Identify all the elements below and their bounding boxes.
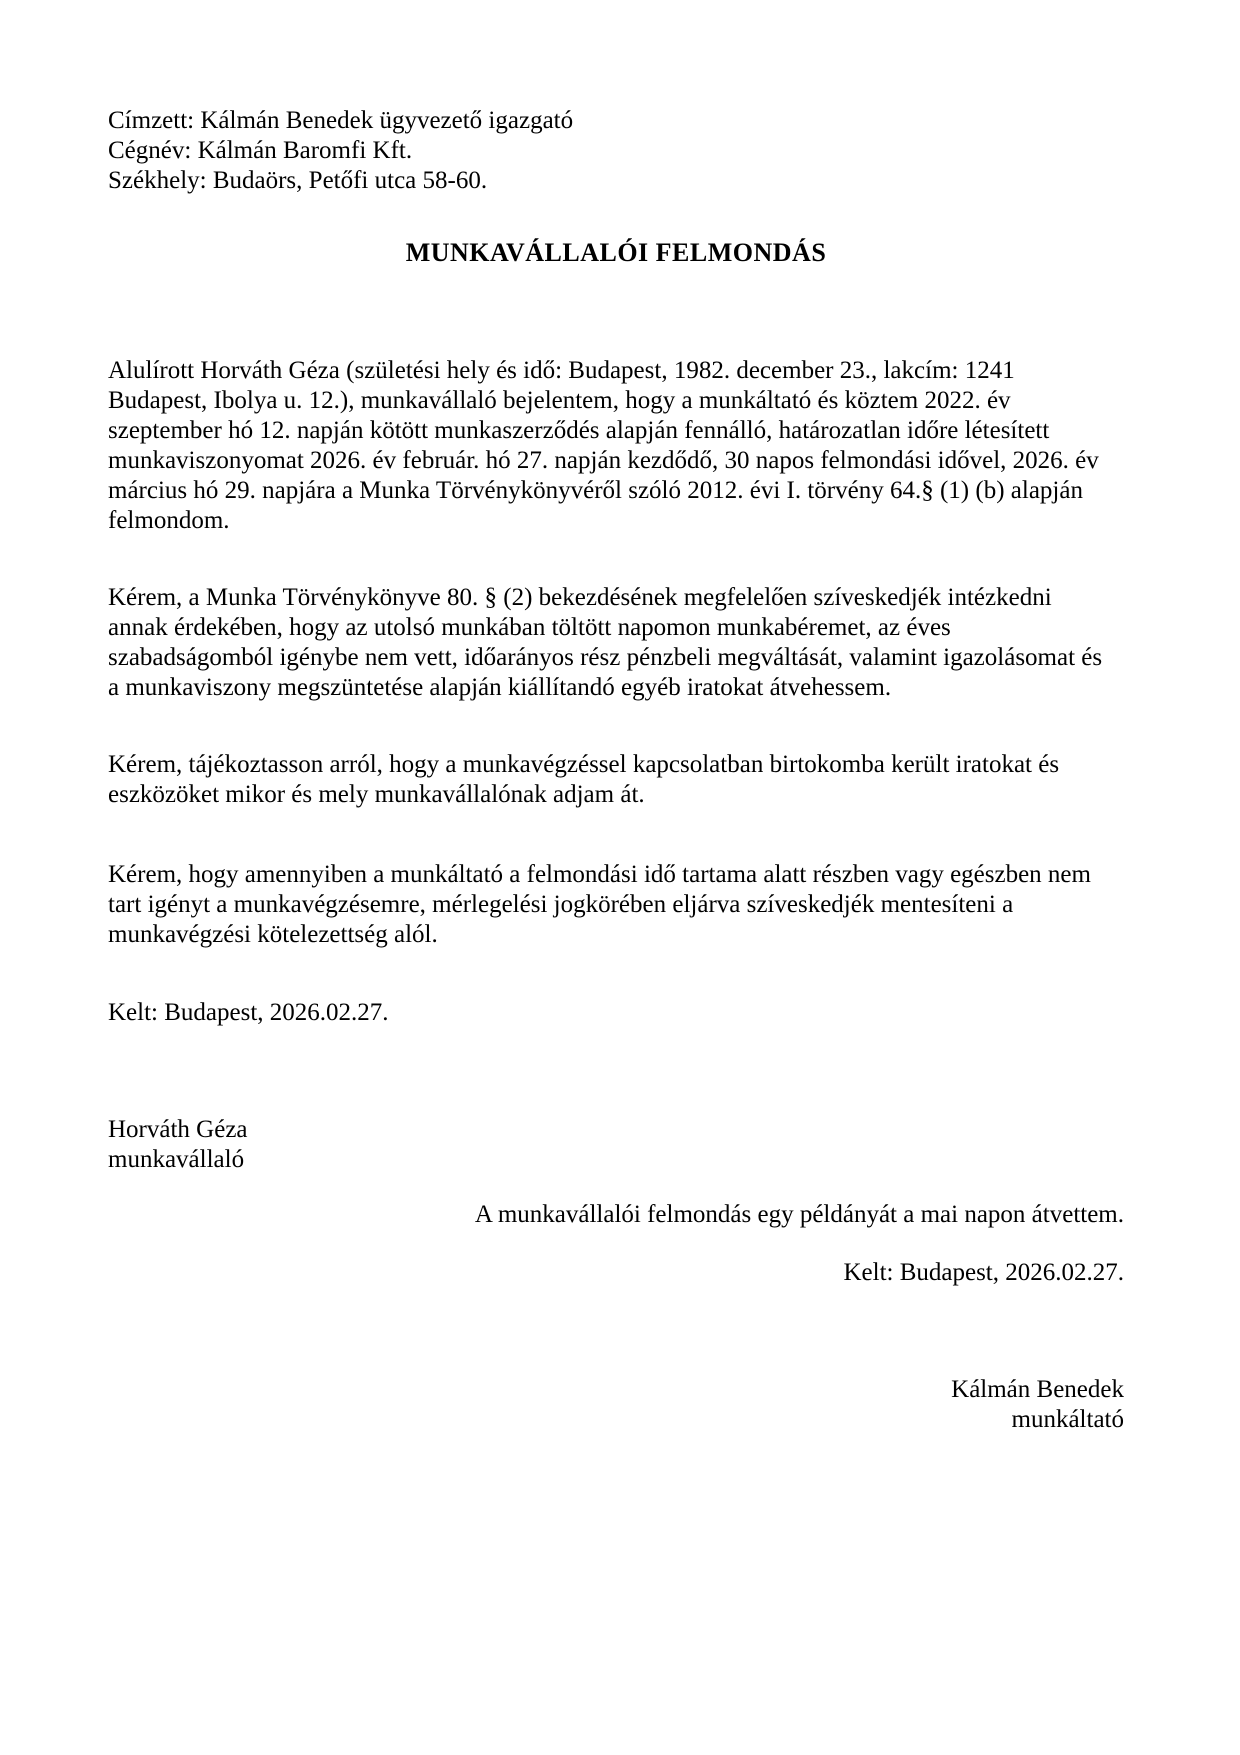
signature-employee-name: Horváth Géza <box>108 1116 248 1143</box>
text-line: szabadságomból igénybe nem vett, időarányos rész pénzbeli megváltását, valamint igazolásomat és <box>108 644 1103 671</box>
paragraph-resignation-declaration <box>108 356 1124 536</box>
text-line: annak érdekében, hogy az utolsó munkában töltött napomon munkabéremet, az éves <box>108 614 951 641</box>
signature-employer-name: Kálmán Benedek <box>951 1376 1124 1403</box>
dateline-employee: Kelt: Budapest, 2026.02.27. <box>108 999 389 1026</box>
text-line: munkavégzési kötelezettség alól. <box>108 921 438 948</box>
text-line: szeptember hó 12. napján kötött munkaszerződés alapján fennálló, határozatlan időre létesített <box>108 417 1050 444</box>
signature-block-employee <box>108 1115 1124 1175</box>
text-line: eszközöket mikor és mely munkavállalónak adjam át. <box>108 781 645 808</box>
text-line: felmondom. <box>108 507 230 534</box>
signature-employer-role: munkáltató <box>1011 1406 1124 1433</box>
text-line: Alulírott Horváth Géza (születési hely és idő: Budapest, 1982. december 23., lakcím: 1241 <box>108 357 1015 384</box>
text-line: március hó 29. napjára a Munka Törvénykönyvéről szóló 2012. évi I. törvény 64.§ (1) (b) alapján <box>108 477 1083 504</box>
recipient-company: Cégnév: Kálmán Baromfi Kft. <box>108 137 413 164</box>
text-line: munkaviszonyomat 2026. év február. hó 27. napján kezdődő, 30 napos felmondási idővel, 2026. év <box>108 447 1099 474</box>
text-line: Budapest, Ibolya u. 12.), munkavállaló bejelentem, hogy a munkáltató és köztem 2022. év <box>108 387 1011 414</box>
text-line: Kérem, hogy amennyiben a munkáltató a felmondási idő tartama alatt részben vagy egészben nem <box>108 861 1091 888</box>
text-line: Kérem, tájékoztasson arról, hogy a munkavégzéssel kapcsolatban birtokomba került iratokat és <box>108 751 1060 778</box>
acknowledgment-statement: A munkavállalói felmondás egy példányát a mai napon átvettem. <box>474 1201 1124 1228</box>
paragraph-settlement-request <box>108 583 1124 703</box>
signature-block-employer <box>108 1375 1124 1435</box>
signature-employee-role: munkavállaló <box>108 1146 245 1173</box>
recipient-addressee: Címzett: Kálmán Benedek ügyvezető igazgató <box>108 107 574 134</box>
dateline-employer: Kelt: Budapest, 2026.02.27. <box>843 1259 1124 1286</box>
recipient-block <box>108 106 1124 196</box>
document-title: MUNKAVÁLLALÓI FELMONDÁS <box>405 238 827 267</box>
paragraph-exemption-request <box>108 860 1124 950</box>
recipient-address: Székhely: Budaörs, Petőfi utca 58-60. <box>108 167 488 194</box>
paragraph-handover-request <box>108 750 1124 810</box>
text-line: tart igényt a munkavégzésemre, mérlegelési jogkörében eljárva szíveskedjék mentesíteni a <box>108 891 1014 918</box>
text-line: a munkaviszony megszüntetése alapján kiállítandó egyéb iratokat átvehessem. <box>108 674 892 701</box>
text-line: Kérem, a Munka Törvénykönyve 80. § (2) bekezdésének megfelelően szíveskedjék intézkedni <box>108 584 1052 611</box>
